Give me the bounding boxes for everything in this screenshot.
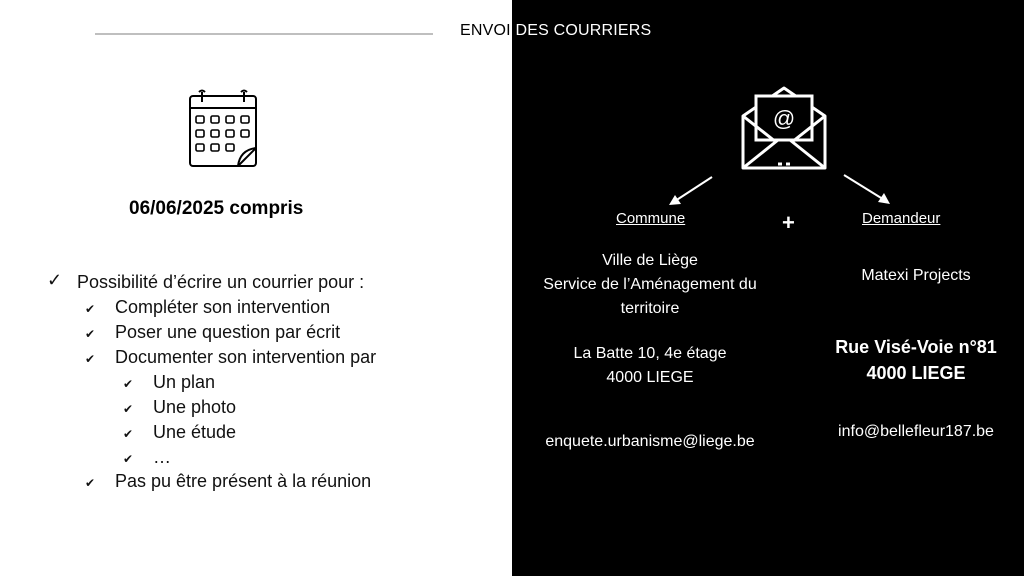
commune-street: La Batte 10, 4e étage <box>573 345 727 362</box>
list-sub-item-text: Une photo <box>153 397 237 417</box>
commune-address-block <box>520 249 780 321</box>
list-sub-item <box>123 372 216 393</box>
list-sub-item-text: … <box>153 447 171 467</box>
commune-heading: Commune <box>616 210 686 227</box>
list-sub-item <box>123 422 237 443</box>
plus-sign: + <box>782 210 795 235</box>
demandeur-street: Rue Visé-Voie n°81 <box>835 337 997 357</box>
commune-postal-address <box>520 342 780 390</box>
checkmark-icon: ✔ <box>123 427 134 441</box>
at-symbol: @ <box>772 106 796 131</box>
list-sub-item-text: Une étude <box>153 422 237 442</box>
checkmark-icon: ✔ <box>85 476 96 490</box>
demandeur-city: 4000 LIEGE <box>866 363 966 383</box>
checkmark-icon: ✔ <box>123 377 134 391</box>
list-sub-item-text: Un plan <box>153 372 216 392</box>
checkmark-icon: ✔ <box>123 452 134 466</box>
list-item-text: Compléter son intervention <box>115 297 331 317</box>
commune-service-cont: territoire <box>620 300 680 317</box>
deadline-date: 06/06/2025 compris <box>129 198 304 219</box>
list-sub-item <box>123 447 171 468</box>
commune-service: Service de l’Aménagement du <box>543 276 757 293</box>
list-sub-item <box>123 397 237 418</box>
checkmark-icon: ✔ <box>85 302 96 316</box>
list-item <box>85 297 331 318</box>
checkmark-icon: ✔ <box>85 352 96 366</box>
demandeur-name: Matexi Projects <box>861 267 971 284</box>
arrows-icon <box>660 170 900 210</box>
list-item <box>85 322 341 343</box>
demandeur-heading: Demandeur <box>862 210 941 227</box>
commune-city: 4000 LIEGE <box>606 369 694 386</box>
slide-title-dark-part: ENVOI <box>460 22 511 39</box>
list-intro <box>47 270 365 293</box>
checkmark-icon: ✔ <box>85 327 96 341</box>
commune-email[interactable]: enquete.urbanisme@liege.be <box>545 433 755 450</box>
checkmark-icon: ✓ <box>47 270 63 290</box>
list-item <box>85 471 372 492</box>
list-item <box>85 347 377 368</box>
commune-name: Ville de Liège <box>602 252 698 269</box>
slide-title-light-part: DES COURRIERS <box>510 22 652 39</box>
checkmark-icon: ✔ <box>123 402 134 416</box>
list-intro-text: Possibilité d’écrire un courrier pour : <box>77 272 365 292</box>
demandeur-postal-address <box>800 334 1024 386</box>
email-envelope-icon <box>740 84 828 170</box>
list-item-text: Pas pu être présent à la réunion <box>115 471 372 491</box>
demandeur-email[interactable]: info@bellefleur187.be <box>838 423 994 440</box>
list-item-text: Poser une question par écrit <box>115 322 341 342</box>
list-item-text: Documenter son intervention par <box>115 347 377 367</box>
